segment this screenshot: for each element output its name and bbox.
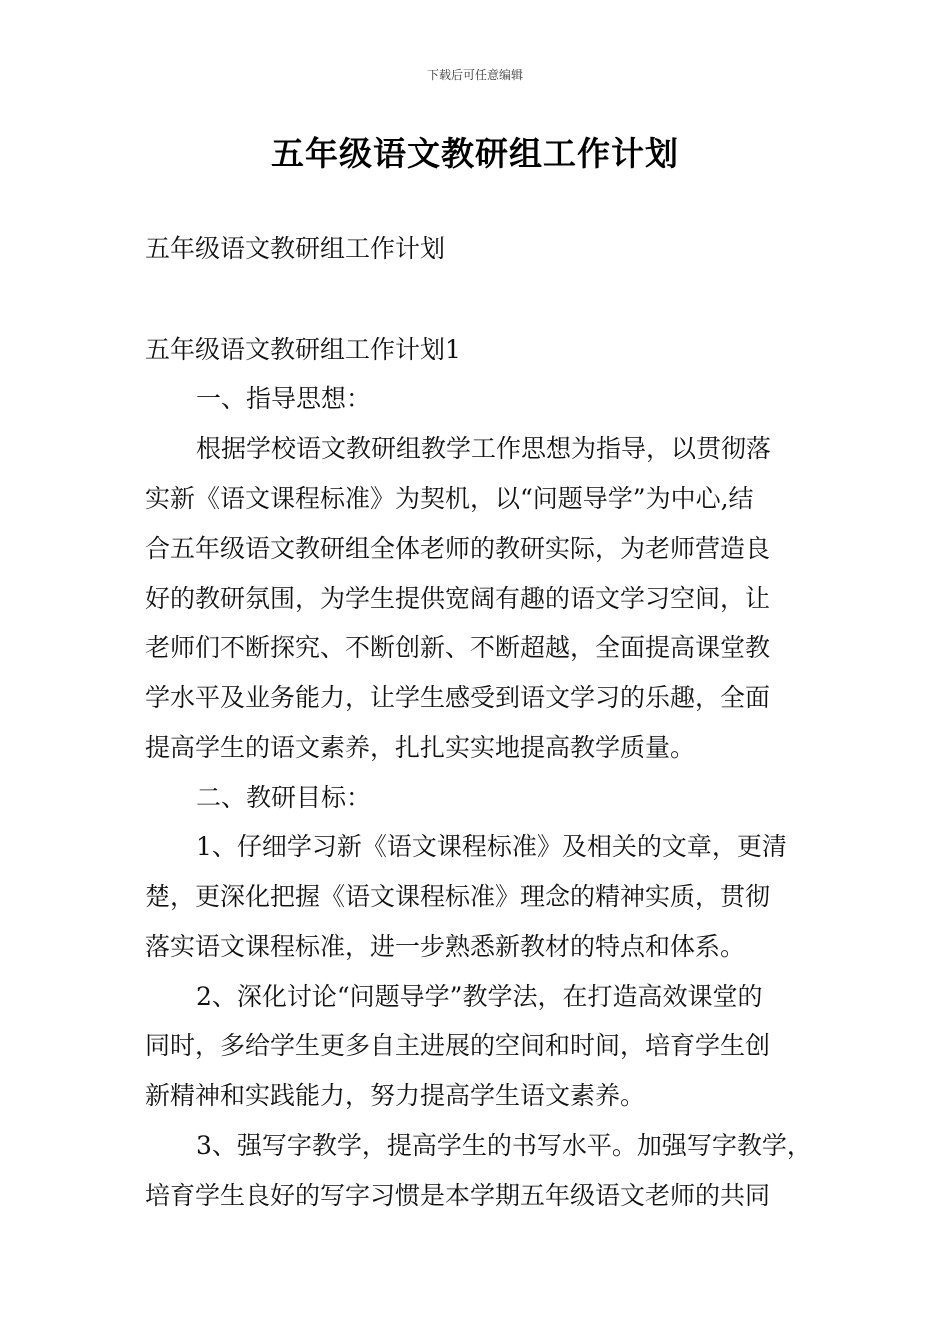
paragraph-line: 实新《语文课程标准》为契机，以“问题导学”为中心,结	[145, 484, 754, 513]
paragraph-line: 老师们不断探究、不断创新、不断超越，全面提高课堂教	[145, 633, 771, 662]
paragraph-line: 培育学生良好的写字习惯是本学期五年级语文老师的共同	[145, 1181, 771, 1210]
document-subtitle: 五年级语文教研组工作计划	[145, 234, 446, 263]
paragraph-line: 新精神和实践能力，努力提高学生语文素养。	[145, 1081, 646, 1110]
plan-heading: 五年级语文教研组工作计划1	[145, 335, 461, 364]
document-title: 五年级语文教研组工作计划	[271, 134, 679, 173]
header-note: 下载后可任意编辑	[426, 68, 523, 82]
paragraph-line: 根据学校语文教研组教学工作思想为指导，以贯彻落	[196, 434, 772, 463]
paragraph-line: 提高学生的语文素养，扎扎实实地提高教学质量。	[145, 733, 696, 762]
paragraph-line: 同时，多给学生更多自主进展的空间和时间，培育学生创	[145, 1031, 771, 1060]
paragraph-line: 落实语文课程标准，进一步熟悉新教材的特点和体系。	[145, 932, 746, 961]
paragraph-line: 3、强写字教学，提高学生的书写水平。加强写字教学，	[196, 1131, 812, 1160]
section-heading-guiding-ideology: 一、指导思想：	[196, 384, 372, 413]
paragraph-line: 学水平及业务能力，让学生感受到语文学习的乐趣，全面	[145, 683, 771, 712]
paragraph-line: 1、仔细学习新《语文课程标准》及相关的文章，更清	[196, 832, 787, 861]
paragraph-line: 楚，更深化把握《语文课程标准》理念的精神实质，贯彻	[145, 882, 771, 911]
paragraph-line: 好的教研氛围，为学生提供宽阔有趣的语文学习空间，让	[145, 584, 771, 613]
paragraph-line: 2、深化讨论“问题导学”教学法，在打造高效课堂的	[196, 982, 763, 1011]
paragraph-line: 合五年级语文教研组全体老师的教研实际，为老师营造良	[145, 534, 771, 563]
section-heading-research-goals: 二、教研目标：	[196, 783, 372, 812]
